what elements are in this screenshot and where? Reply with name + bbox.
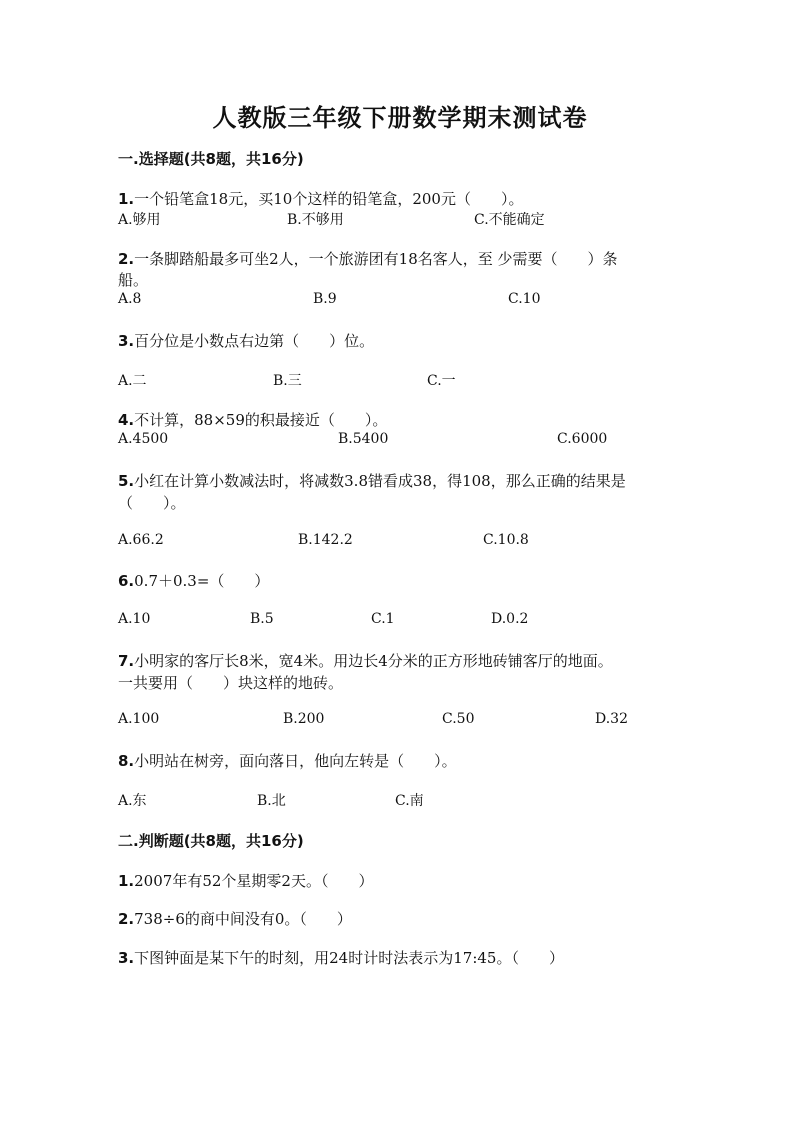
question-number: 7.	[118, 652, 135, 670]
question-number: 3.	[118, 949, 135, 967]
question-7-continued: 一共要用（ ）块这样的地砖。	[118, 674, 344, 692]
question-1	[118, 188, 523, 209]
option-a: A.8	[118, 291, 142, 307]
question-7	[118, 650, 613, 671]
option-b: B.142.2	[298, 532, 353, 548]
option-c: C.不能确定	[474, 212, 545, 228]
option-c: C.一	[427, 373, 456, 389]
page-title: 人教版三年级下册数学期末测试卷	[212, 103, 588, 132]
question-number: 2.	[118, 910, 135, 928]
option-a: A.够用	[118, 212, 161, 228]
option-c: C.1	[371, 611, 395, 627]
question-number: 3.	[118, 332, 135, 350]
question-number: 1.	[118, 872, 135, 890]
question-text: 下图钟面是某下午的时刻，用24时计时法表示为17:45。（ ）	[134, 949, 564, 967]
option-c: C.6000	[557, 431, 608, 447]
option-a: A.66.2	[118, 532, 164, 548]
option-c: C.50	[442, 711, 475, 727]
option-b: B.北	[257, 793, 286, 809]
question-2	[118, 248, 618, 269]
question-number: 6.	[118, 572, 135, 590]
question-text: 小明家的客厅长8米，宽4米。用边长4分米的正方形地砖铺客厅的地面。	[134, 652, 613, 670]
option-c: C.10.8	[483, 532, 529, 548]
judgment-question-2	[118, 908, 352, 929]
section-1-heading: 一.选择题(共8题，共16分)	[118, 150, 304, 168]
section-2-heading: 二.判断题(共8题，共16分)	[118, 832, 304, 850]
question-5-continued: （ ）。	[118, 494, 186, 512]
judgment-question-3	[118, 947, 564, 968]
option-a: A.二	[118, 373, 147, 389]
question-text: 一个铅笔盒18元，买10个这样的铅笔盒，200元（ ）。	[134, 190, 524, 208]
option-b: B.不够用	[287, 212, 344, 228]
question-text: 百分位是小数点右边第（ ）位。	[134, 332, 375, 350]
option-a: A.东	[118, 793, 147, 809]
question-text: 0.7＋0.3=（ ）	[134, 572, 270, 590]
question-number: 1.	[118, 190, 135, 208]
question-text: 738÷6的商中间没有0。（ ）	[134, 910, 352, 928]
question-number: 5.	[118, 472, 135, 490]
option-b: B.三	[273, 373, 302, 389]
option-a: A.10	[118, 611, 151, 627]
question-text: 小明站在树旁，面向落日，他向左转是（ ）。	[134, 752, 457, 770]
judgment-question-1	[118, 870, 373, 891]
question-8	[118, 750, 457, 771]
question-text: 2007年有52个星期零2天。（ ）	[134, 872, 374, 890]
option-b: B.5	[250, 611, 274, 627]
option-d: D.0.2	[491, 611, 529, 627]
question-3	[118, 330, 374, 351]
option-c: C.10	[508, 291, 541, 307]
question-6	[118, 570, 269, 591]
question-text: 小红在计算小数减法时，将减数3.8错看成38，得108，那么正确的结果是	[134, 472, 626, 490]
question-4	[118, 409, 387, 430]
option-b: B.200	[283, 711, 325, 727]
question-5	[118, 470, 626, 491]
question-number: 8.	[118, 752, 135, 770]
option-a: A.4500	[118, 431, 169, 447]
option-d: D.32	[595, 711, 628, 727]
option-b: B.9	[313, 291, 337, 307]
question-text: 一条脚踏船最多可坐2人，一个旅游团有18名客人，至 少需要（ ）条	[134, 250, 618, 268]
question-number: 4.	[118, 411, 135, 429]
option-c: C.南	[395, 793, 424, 809]
question-number: 2.	[118, 250, 135, 268]
question-2-continued: 船。	[118, 271, 149, 289]
question-text: 不计算，88×59的积最接近（ ）。	[134, 411, 388, 429]
option-b: B.5400	[338, 431, 389, 447]
option-a: A.100	[118, 711, 160, 727]
